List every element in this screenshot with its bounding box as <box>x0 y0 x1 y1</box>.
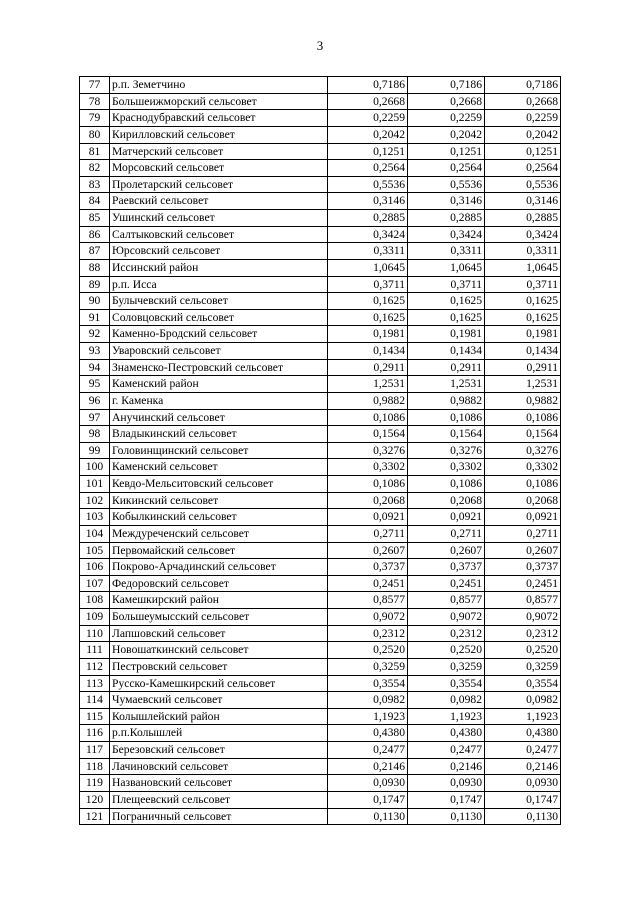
table-row <box>80 559 561 576</box>
municipality-name-cell: Плещеевский сельсовет <box>110 791 328 808</box>
row-number-cell: 99 <box>80 442 110 459</box>
value-cell-2: 0,8577 <box>408 592 485 609</box>
table-row <box>80 176 561 193</box>
table-row <box>80 309 561 326</box>
value-cell-3: 0,2564 <box>485 160 561 177</box>
municipality-name-cell: Ушинский сельсовет <box>110 210 328 227</box>
row-number-cell: 95 <box>80 376 110 393</box>
value-cell-3: 0,2042 <box>485 126 561 143</box>
municipality-name-cell: Соловцовский сельсовет <box>110 309 328 326</box>
table-row <box>80 675 561 692</box>
value-cell-2: 0,2068 <box>408 492 485 509</box>
value-cell-3: 0,1251 <box>485 143 561 160</box>
row-number-cell: 105 <box>80 542 110 559</box>
municipality-name-cell: Анучинский сельсовет <box>110 409 328 426</box>
table-row <box>80 808 561 825</box>
value-cell-3: 0,2911 <box>485 359 561 376</box>
value-cell-1: 0,0982 <box>328 692 408 709</box>
row-number-cell: 111 <box>80 642 110 659</box>
value-cell-2: 0,1086 <box>408 409 485 426</box>
value-cell-2: 1,1923 <box>408 708 485 725</box>
table-row <box>80 392 561 409</box>
table-row <box>80 642 561 659</box>
row-number-cell: 90 <box>80 293 110 310</box>
row-number-cell: 84 <box>80 193 110 210</box>
row-number-cell: 106 <box>80 559 110 576</box>
municipality-name-cell: Покрово-Арчадинский сельсовет <box>110 559 328 576</box>
value-cell-2: 0,9072 <box>408 609 485 626</box>
value-cell-1: 0,3424 <box>328 226 408 243</box>
municipality-name-cell: Камешкирский район <box>110 592 328 609</box>
value-cell-2: 0,1625 <box>408 309 485 326</box>
row-number-cell: 116 <box>80 725 110 742</box>
municipality-name-cell: Каменский район <box>110 376 328 393</box>
municipality-name-cell: Названовский сельсовет <box>110 775 328 792</box>
municipality-name-cell: р.п. Земетчино <box>110 77 328 94</box>
municipality-name-cell: Лапшовский сельсовет <box>110 625 328 642</box>
value-cell-3: 1,2531 <box>485 376 561 393</box>
municipality-name-cell: р.п. Исса <box>110 276 328 293</box>
table-body <box>80 77 561 825</box>
table-row <box>80 725 561 742</box>
row-number-cell: 98 <box>80 426 110 443</box>
municipality-name-cell: Каменно-Бродский сельсовет <box>110 326 328 343</box>
value-cell-2: 0,1747 <box>408 791 485 808</box>
row-number-cell: 104 <box>80 525 110 542</box>
table-row <box>80 210 561 227</box>
row-number-cell: 87 <box>80 243 110 260</box>
row-number-cell: 80 <box>80 126 110 143</box>
value-cell-3: 0,3424 <box>485 226 561 243</box>
value-cell-3: 1,1923 <box>485 708 561 725</box>
table-row <box>80 226 561 243</box>
value-cell-2: 0,2451 <box>408 575 485 592</box>
municipality-name-cell: Раевский сельсовет <box>110 193 328 210</box>
value-cell-1: 0,1251 <box>328 143 408 160</box>
table-row <box>80 609 561 626</box>
table-row <box>80 775 561 792</box>
table-row <box>80 791 561 808</box>
value-cell-3: 0,2477 <box>485 742 561 759</box>
value-cell-1: 0,2312 <box>328 625 408 642</box>
row-number-cell: 108 <box>80 592 110 609</box>
row-number-cell: 93 <box>80 343 110 360</box>
municipality-name-cell: Новошаткинский сельсовет <box>110 642 328 659</box>
value-cell-3: 0,3554 <box>485 675 561 692</box>
value-cell-3: 0,8577 <box>485 592 561 609</box>
value-cell-3: 0,1625 <box>485 293 561 310</box>
row-number-cell: 110 <box>80 625 110 642</box>
municipality-name-cell: г. Каменка <box>110 392 328 409</box>
municipality-name-cell: Матчерский сельсовет <box>110 143 328 160</box>
value-cell-1: 0,2068 <box>328 492 408 509</box>
municipality-name-cell: Салтыковский сельсовет <box>110 226 328 243</box>
value-cell-2: 0,1564 <box>408 426 485 443</box>
municipality-name-cell: Междуреченский сельсовет <box>110 525 328 542</box>
value-cell-2: 0,2312 <box>408 625 485 642</box>
value-cell-2: 0,3311 <box>408 243 485 260</box>
row-number-cell: 115 <box>80 708 110 725</box>
municipality-name-cell: Кирилловский сельсовет <box>110 126 328 143</box>
value-cell-1: 0,2042 <box>328 126 408 143</box>
value-cell-1: 0,5536 <box>328 176 408 193</box>
municipality-name-cell: Краснодубравский сельсовет <box>110 110 328 127</box>
value-cell-2: 0,3737 <box>408 559 485 576</box>
municipality-name-cell: Каменский сельсовет <box>110 459 328 476</box>
value-cell-2: 0,2042 <box>408 126 485 143</box>
row-number-cell: 79 <box>80 110 110 127</box>
table-row <box>80 742 561 759</box>
page-number: 3 <box>316 38 324 53</box>
value-cell-2: 0,7186 <box>408 77 485 94</box>
value-cell-3: 0,2520 <box>485 642 561 659</box>
value-cell-3: 0,3259 <box>485 658 561 675</box>
value-cell-3: 0,1086 <box>485 409 561 426</box>
table-row <box>80 492 561 509</box>
table-row <box>80 293 561 310</box>
value-cell-2: 1,0645 <box>408 259 485 276</box>
row-number-cell: 96 <box>80 392 110 409</box>
row-number-cell: 112 <box>80 658 110 675</box>
municipality-name-cell: Кобылкинский сельсовет <box>110 509 328 526</box>
value-cell-1: 1,1923 <box>328 708 408 725</box>
value-cell-1: 0,8577 <box>328 592 408 609</box>
value-cell-3: 0,1747 <box>485 791 561 808</box>
table-row <box>80 409 561 426</box>
municipality-name-cell: Пограничный сельсовет <box>110 808 328 825</box>
municipality-name-cell: Федоровский сельсовет <box>110 575 328 592</box>
value-cell-1: 0,2668 <box>328 93 408 110</box>
value-cell-3: 0,0930 <box>485 775 561 792</box>
row-number-cell: 97 <box>80 409 110 426</box>
row-number-cell: 88 <box>80 259 110 276</box>
value-cell-2: 0,3424 <box>408 226 485 243</box>
value-cell-3: 0,1434 <box>485 343 561 360</box>
value-cell-2: 0,3711 <box>408 276 485 293</box>
value-cell-1: 0,2911 <box>328 359 408 376</box>
value-cell-3: 0,1086 <box>485 476 561 493</box>
value-cell-2: 0,2885 <box>408 210 485 227</box>
value-cell-3: 0,1625 <box>485 309 561 326</box>
municipality-name-cell: Первомайский сельсовет <box>110 542 328 559</box>
municipality-name-cell: Знаменско-Пестровский сельсовет <box>110 359 328 376</box>
value-cell-1: 0,2564 <box>328 160 408 177</box>
table-row <box>80 359 561 376</box>
value-cell-3: 0,2259 <box>485 110 561 127</box>
value-cell-3: 0,0982 <box>485 692 561 709</box>
municipality-name-cell: Лачиновский сельсовет <box>110 758 328 775</box>
value-cell-3: 0,2711 <box>485 525 561 542</box>
value-cell-3: 0,3276 <box>485 442 561 459</box>
row-number-cell: 83 <box>80 176 110 193</box>
value-cell-1: 0,2607 <box>328 542 408 559</box>
value-cell-1: 0,3711 <box>328 276 408 293</box>
value-cell-3: 0,0921 <box>485 509 561 526</box>
row-number-cell: 117 <box>80 742 110 759</box>
value-cell-2: 0,2259 <box>408 110 485 127</box>
value-cell-2: 0,1251 <box>408 143 485 160</box>
table-row <box>80 575 561 592</box>
table-row <box>80 126 561 143</box>
table-row <box>80 592 561 609</box>
table-row <box>80 708 561 725</box>
value-cell-1: 0,3276 <box>328 442 408 459</box>
value-cell-2: 0,2668 <box>408 93 485 110</box>
value-cell-3: 0,2068 <box>485 492 561 509</box>
value-cell-1: 0,3302 <box>328 459 408 476</box>
value-cell-3: 0,3146 <box>485 193 561 210</box>
value-cell-3: 0,2146 <box>485 758 561 775</box>
row-number-cell: 82 <box>80 160 110 177</box>
value-cell-1: 0,0921 <box>328 509 408 526</box>
table-row <box>80 259 561 276</box>
municipality-name-cell: Пестровский сельсовет <box>110 658 328 675</box>
value-cell-1: 0,2477 <box>328 742 408 759</box>
row-number-cell: 100 <box>80 459 110 476</box>
row-number-cell: 118 <box>80 758 110 775</box>
value-cell-2: 0,2911 <box>408 359 485 376</box>
value-cell-1: 0,1564 <box>328 426 408 443</box>
table-row <box>80 193 561 210</box>
table-row <box>80 343 561 360</box>
row-number-cell: 107 <box>80 575 110 592</box>
value-cell-2: 0,4380 <box>408 725 485 742</box>
value-cell-2: 0,3276 <box>408 442 485 459</box>
row-number-cell: 77 <box>80 77 110 94</box>
table-row <box>80 276 561 293</box>
value-cell-1: 0,3146 <box>328 193 408 210</box>
table-row <box>80 525 561 542</box>
value-cell-2: 0,1434 <box>408 343 485 360</box>
row-number-cell: 113 <box>80 675 110 692</box>
value-cell-3: 0,2312 <box>485 625 561 642</box>
municipality-name-cell: Чумаевский сельсовет <box>110 692 328 709</box>
value-cell-2: 0,2711 <box>408 525 485 542</box>
value-cell-1: 0,3737 <box>328 559 408 576</box>
row-number-cell: 103 <box>80 509 110 526</box>
value-cell-3: 0,4380 <box>485 725 561 742</box>
table-row <box>80 442 561 459</box>
value-cell-2: 0,1086 <box>408 476 485 493</box>
table-row <box>80 758 561 775</box>
value-cell-3: 0,2885 <box>485 210 561 227</box>
value-cell-3: 0,1981 <box>485 326 561 343</box>
value-cell-2: 0,0930 <box>408 775 485 792</box>
value-cell-3: 0,2668 <box>485 93 561 110</box>
table-row <box>80 426 561 443</box>
value-cell-1: 0,2146 <box>328 758 408 775</box>
value-cell-1: 1,0645 <box>328 259 408 276</box>
row-number-cell: 102 <box>80 492 110 509</box>
value-cell-2: 0,2520 <box>408 642 485 659</box>
table-row <box>80 143 561 160</box>
table-row <box>80 692 561 709</box>
value-cell-1: 0,2520 <box>328 642 408 659</box>
municipality-name-cell: Головинщинский сельсовет <box>110 442 328 459</box>
value-cell-3: 0,7186 <box>485 77 561 94</box>
value-cell-1: 0,4380 <box>328 725 408 742</box>
row-number-cell: 114 <box>80 692 110 709</box>
value-cell-1: 0,9882 <box>328 392 408 409</box>
value-cell-3: 0,3737 <box>485 559 561 576</box>
table-row <box>80 77 561 94</box>
value-cell-3: 0,1130 <box>485 808 561 825</box>
municipality-name-cell: Большеумысский сельсовет <box>110 609 328 626</box>
value-cell-2: 0,2607 <box>408 542 485 559</box>
value-cell-1: 0,3259 <box>328 658 408 675</box>
value-cell-2: 0,3259 <box>408 658 485 675</box>
row-number-cell: 85 <box>80 210 110 227</box>
row-number-cell: 78 <box>80 93 110 110</box>
value-cell-1: 0,2885 <box>328 210 408 227</box>
value-cell-1: 0,0930 <box>328 775 408 792</box>
value-cell-3: 0,3711 <box>485 276 561 293</box>
value-cell-1: 0,9072 <box>328 609 408 626</box>
table-row <box>80 459 561 476</box>
value-cell-2: 0,0921 <box>408 509 485 526</box>
row-number-cell: 91 <box>80 309 110 326</box>
municipality-name-cell: Пролетарский сельсовет <box>110 176 328 193</box>
value-cell-2: 0,2146 <box>408 758 485 775</box>
municipality-name-cell: Березовский сельсовет <box>110 742 328 759</box>
row-number-cell: 81 <box>80 143 110 160</box>
value-cell-2: 1,2531 <box>408 376 485 393</box>
value-cell-3: 0,3302 <box>485 459 561 476</box>
value-cell-2: 0,3302 <box>408 459 485 476</box>
value-cell-1: 0,1625 <box>328 293 408 310</box>
municipality-name-cell: Колышлейский район <box>110 708 328 725</box>
row-number-cell: 89 <box>80 276 110 293</box>
table-row <box>80 110 561 127</box>
value-cell-2: 0,3146 <box>408 193 485 210</box>
allocation-table <box>79 76 561 825</box>
value-cell-3: 0,3311 <box>485 243 561 260</box>
value-cell-2: 0,2564 <box>408 160 485 177</box>
table-row <box>80 476 561 493</box>
row-number-cell: 94 <box>80 359 110 376</box>
value-cell-2: 0,1130 <box>408 808 485 825</box>
value-cell-1: 0,2259 <box>328 110 408 127</box>
row-number-cell: 101 <box>80 476 110 493</box>
value-cell-1: 0,3554 <box>328 675 408 692</box>
value-cell-1: 0,1086 <box>328 476 408 493</box>
value-cell-1: 1,2531 <box>328 376 408 393</box>
municipality-name-cell: Морсовский сельсовет <box>110 160 328 177</box>
municipality-name-cell: Уваровский сельсовет <box>110 343 328 360</box>
value-cell-1: 0,2711 <box>328 525 408 542</box>
table-row <box>80 542 561 559</box>
municipality-name-cell: Иссинский район <box>110 259 328 276</box>
row-number-cell: 92 <box>80 326 110 343</box>
value-cell-2: 0,9882 <box>408 392 485 409</box>
municipality-name-cell: Юрсовский сельсовет <box>110 243 328 260</box>
value-cell-1: 0,1130 <box>328 808 408 825</box>
value-cell-1: 0,1981 <box>328 326 408 343</box>
table-row <box>80 160 561 177</box>
value-cell-3: 0,9072 <box>485 609 561 626</box>
value-cell-1: 0,2451 <box>328 575 408 592</box>
row-number-cell: 109 <box>80 609 110 626</box>
municipality-name-cell: Владыкинский сельсовет <box>110 426 328 443</box>
value-cell-2: 0,2477 <box>408 742 485 759</box>
value-cell-2: 0,1625 <box>408 293 485 310</box>
municipality-name-cell: р.п.Колышлей <box>110 725 328 742</box>
row-number-cell: 121 <box>80 808 110 825</box>
municipality-name-cell: Кикинский сельсовет <box>110 492 328 509</box>
table-row <box>80 243 561 260</box>
municipality-name-cell: Кевдо-Мельситовский сельсовет <box>110 476 328 493</box>
value-cell-1: 0,1086 <box>328 409 408 426</box>
value-cell-2: 0,3554 <box>408 675 485 692</box>
value-cell-2: 0,5536 <box>408 176 485 193</box>
value-cell-3: 0,2607 <box>485 542 561 559</box>
table-row <box>80 625 561 642</box>
row-number-cell: 119 <box>80 775 110 792</box>
value-cell-1: 0,1434 <box>328 343 408 360</box>
value-cell-1: 0,1625 <box>328 309 408 326</box>
value-cell-3: 1,0645 <box>485 259 561 276</box>
table-row <box>80 326 561 343</box>
table-row <box>80 376 561 393</box>
value-cell-1: 0,7186 <box>328 77 408 94</box>
value-cell-2: 0,0982 <box>408 692 485 709</box>
row-number-cell: 120 <box>80 791 110 808</box>
municipality-name-cell: Русско-Камешкирский сельсовет <box>110 675 328 692</box>
municipality-name-cell: Большеижморский сельсовет <box>110 93 328 110</box>
value-cell-1: 0,1747 <box>328 791 408 808</box>
row-number-cell: 86 <box>80 226 110 243</box>
value-cell-3: 0,9882 <box>485 392 561 409</box>
municipality-name-cell: Булычевский сельсовет <box>110 293 328 310</box>
value-cell-2: 0,1981 <box>408 326 485 343</box>
table-row <box>80 658 561 675</box>
value-cell-3: 0,1564 <box>485 426 561 443</box>
value-cell-3: 0,5536 <box>485 176 561 193</box>
table-row <box>80 509 561 526</box>
value-cell-3: 0,2451 <box>485 575 561 592</box>
value-cell-1: 0,3311 <box>328 243 408 260</box>
table-row <box>80 93 561 110</box>
